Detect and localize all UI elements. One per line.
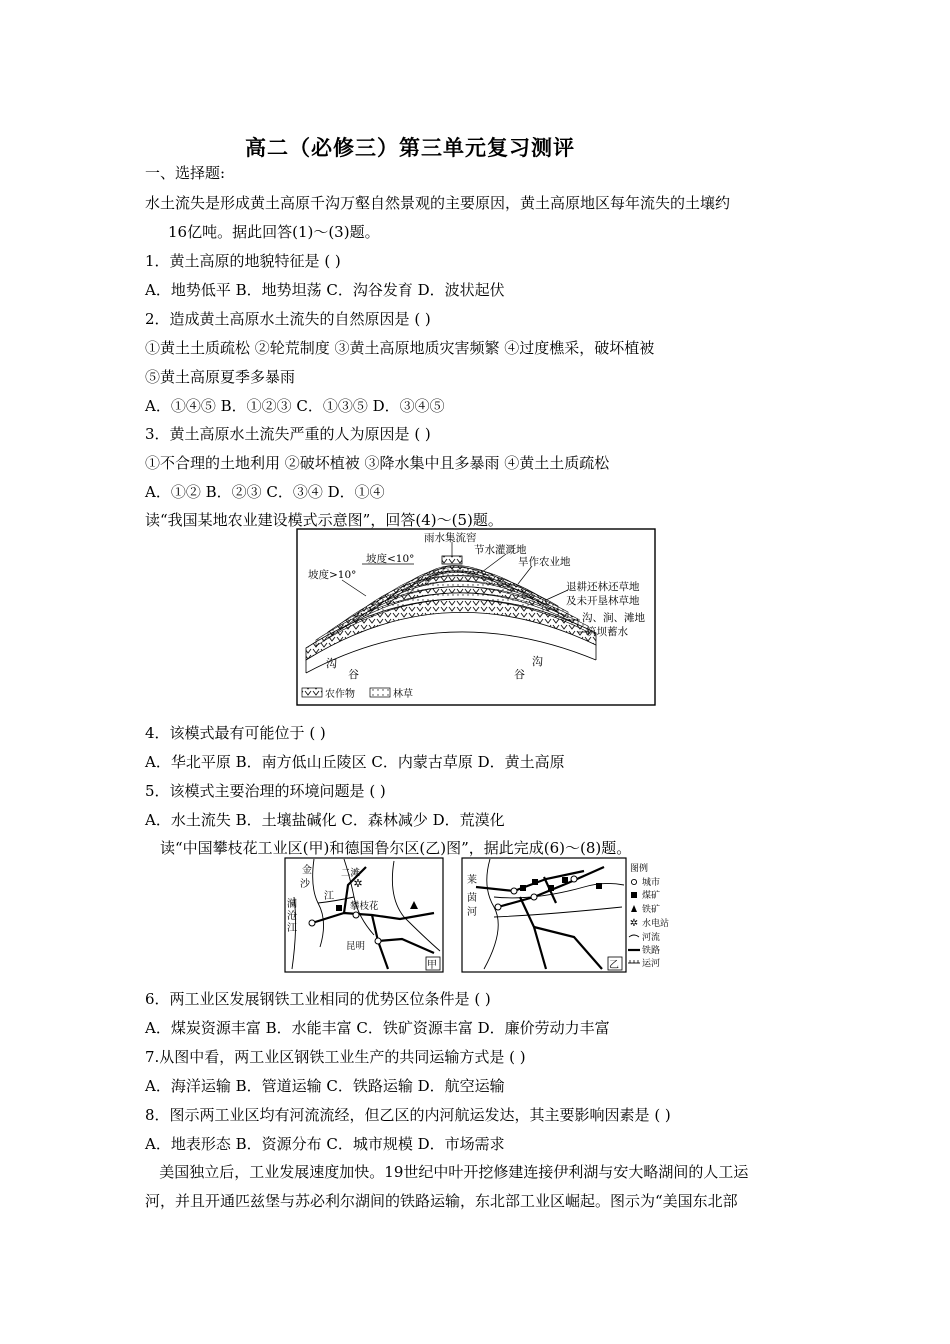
agriculture-model-figure (296, 528, 656, 706)
svg-text:水电站: 水电站 (642, 919, 670, 929)
svg-text:煤矿: 煤矿 (642, 891, 661, 901)
svg-text:河流: 河流 (642, 933, 661, 943)
question-7-options: A．海洋运输 B．管道运输 C．铁路运输 D．航空运输 (145, 1077, 505, 1095)
svg-text:莱: 莱 (467, 875, 477, 886)
svg-text:茵: 茵 (467, 893, 477, 904)
question-5: 5．该模式主要治理的环境问题是 ( ) (145, 782, 386, 800)
svg-text:甲: 甲 (427, 960, 437, 971)
question-8: 8．图示两工业区均有河流流经，但乙区的内河航运发达，其主要影响因素是 ( ) (145, 1106, 671, 1124)
question-1: 1．黄土高原的地貌特征是 ( ) (145, 252, 341, 270)
svg-text:澜: 澜 (287, 899, 297, 910)
map-ruhr (462, 858, 626, 972)
svg-text:乙: 乙 (609, 960, 619, 971)
svg-text:城市: 城市 (642, 878, 661, 888)
label-gully-a2: 谷 (348, 668, 359, 681)
question-3-options: A．①② B．②③ C．③④ D．①④ (145, 483, 385, 501)
svg-text:金: 金 (302, 865, 312, 876)
intro-paragraph-1-cont: 16亿吨。据此回答(1)～(3)题。 (168, 223, 380, 241)
question-3-items: ①不合理的土地利用 ②破坏植被 ③降水集中且多暴雨 ④黄土土质疏松 (145, 454, 610, 472)
question-3: 3．黄土高原水土流失严重的人为原因是 ( ) (145, 425, 431, 443)
section-heading: 一、选择题: (145, 164, 226, 182)
intro-paragraph-3: 读“中国攀枝花工业区(甲)和德国鲁尔区(乙)图”，据此完成(6)～(8)题。 (160, 839, 632, 857)
label-dry-farmland: 旱作农业地 (518, 556, 571, 568)
label-slope-gt10: 坡度>10° (308, 569, 357, 581)
svg-text:昆明: 昆明 (346, 941, 366, 952)
svg-text:沙: 沙 (300, 879, 310, 890)
svg-text:河: 河 (467, 907, 477, 918)
label-slope-lt10: 坡度<10° (366, 553, 415, 565)
label-gully-2: 筑坝蓄水 (586, 626, 628, 638)
label-gully-b1: 谷 (514, 668, 525, 681)
svg-text:二滩: 二滩 (341, 868, 361, 879)
industrial-regions-maps (284, 857, 674, 975)
svg-text:江: 江 (287, 923, 297, 934)
label-gully-1: 沟、涧、滩地 (582, 612, 645, 624)
label-gully-b2: 沟 (532, 655, 543, 668)
svg-text:铁路: 铁路 (642, 946, 661, 956)
question-1-options: A．地势低平 B．地势坦荡 C．沟谷发育 D．波状起伏 (145, 281, 505, 299)
label-irrigation: 节水灌溉地 (474, 544, 527, 556)
question-2: 2．造成黄土高原水土流失的自然原因是 ( ) (145, 310, 431, 328)
question-5-options: A．水土流失 B．土壤盐碱化 C．森林减少 D．荒漠化 (145, 811, 505, 829)
paragraph-us-industry-cont: 河，并且开通匹兹堡与苏必利尔湖间的铁路运输，东北部工业区崛起。图示为“美国东北部 (145, 1192, 738, 1210)
map-legend (628, 862, 669, 969)
svg-text:攀枝花: 攀枝花 (350, 901, 379, 912)
question-7: 7.从图中看，两工业区钢铁工业生产的共同运输方式是 ( ) (145, 1048, 526, 1066)
question-4-options: A．华北平原 B．南方低山丘陵区 C．内蒙古草原 D．黄土高原 (145, 753, 565, 771)
label-rain-cistern: 雨水集流窖 (424, 532, 477, 544)
legend-crop-swatch (302, 688, 322, 697)
label-returned-land-1: 退耕还林还草地 (566, 581, 640, 593)
question-4: 4．该模式最有可能位于 ( ) (145, 724, 326, 742)
svg-text:图例: 图例 (630, 864, 649, 874)
label-gully-a1: 沟 (326, 657, 337, 670)
legend-forest-swatch (370, 688, 390, 697)
question-6-options: A．煤炭资源丰富 B．水能丰富 C．铁矿资源丰富 D．廉价劳动力丰富 (145, 1019, 610, 1037)
question-8-options: A．地表形态 B．资源分布 C．城市规模 D．市场需求 (145, 1135, 505, 1153)
label-returned-land-2: 及未开垦林草地 (566, 595, 640, 607)
question-2-items: ①黄土土质疏松 ②轮荒制度 ③黄土高原地质灾害频繁 ④过度樵采，破坏植被 (145, 339, 655, 357)
svg-text:铁矿: 铁矿 (642, 905, 661, 915)
svg-text:✲: ✲ (629, 918, 639, 929)
svg-text:✲: ✲ (353, 877, 363, 890)
question-2-options: A．①④⑤ B．①②③ C．①③⑤ D．③④⑤ (145, 397, 445, 415)
intro-paragraph-1: 水土流失是形成黄土高原千沟万壑自然景观的主要原因，黄土高原地区每年流失的土壤约 (145, 194, 731, 212)
svg-text:运河: 运河 (642, 959, 661, 969)
svg-text:沧: 沧 (287, 911, 297, 922)
intro-paragraph-2: 读“我国某地农业建设模式示意图”，回答(4)～(5)题。 (145, 511, 503, 529)
page-title: 高二（必修三）第三单元复习测评 (245, 135, 575, 160)
paragraph-us-industry: 美国独立后，工业发展速度加快。19世纪中叶开挖修建连接伊利湖与安大略湖间的人工运 (145, 1163, 749, 1181)
legend-crop-label: 农作物 (325, 689, 355, 700)
legend-forest-label: 林草 (393, 689, 413, 700)
question-6: 6．两工业区发展钢铁工业相同的优势区位条件是 ( ) (145, 990, 491, 1008)
svg-text:江: 江 (324, 891, 334, 902)
question-2-items-cont: ⑤黄土高原夏季多暴雨 (145, 368, 296, 386)
map-panzhihua (285, 858, 443, 972)
